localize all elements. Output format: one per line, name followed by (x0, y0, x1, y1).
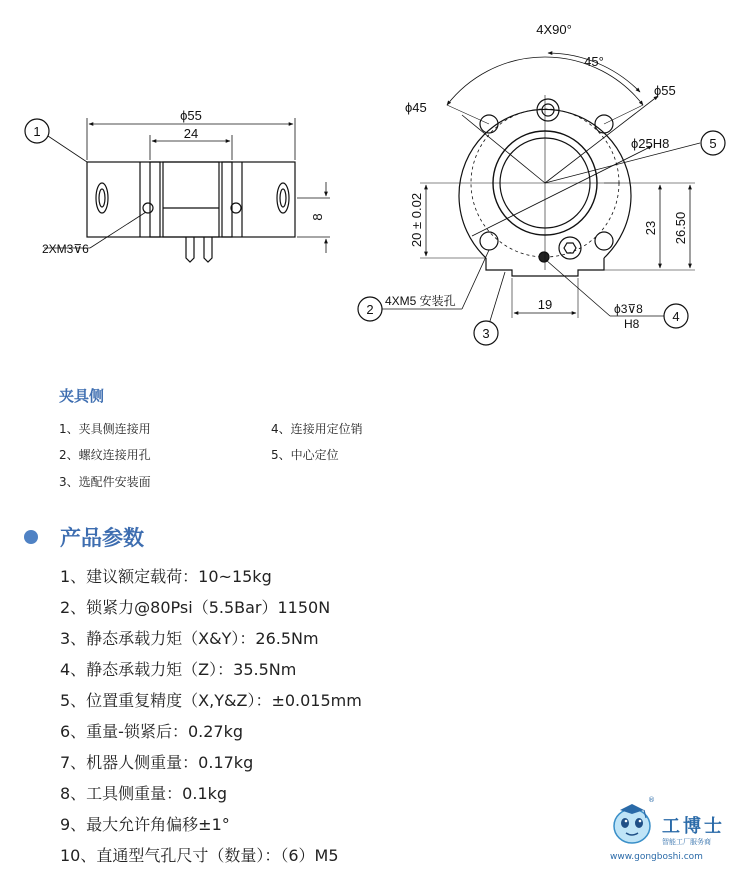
front-dim19: 19 (537, 297, 553, 312)
front-phi55: ϕ55 (654, 83, 676, 98)
param-9: 9、最大允许角偏移±1° (60, 815, 230, 834)
brand-name: 工博士 (662, 816, 725, 837)
bullet-dot-icon (24, 530, 38, 544)
registered-mark: ® (648, 796, 655, 804)
callout-1: 1 (33, 124, 41, 139)
brand-logo (604, 796, 744, 868)
param-5: 5、位置重复精度（X,Y&Z）：±0.015mm (60, 691, 362, 710)
param-7: 7、机器人侧重量：0.17kg (60, 753, 254, 772)
front-phi45: ϕ45 (405, 100, 427, 115)
front-thread-label: 4XM5 安装孔 (385, 294, 456, 308)
front-4x90: 4X90° (536, 22, 572, 37)
section-item-1: 1、夹具侧连接用 (59, 422, 151, 436)
param-1: 1、建议额定载荷：10~15kg (60, 567, 272, 586)
brand-url: www.gongboshi.com (610, 852, 703, 862)
section-item-2: 2、螺纹连接用孔 (59, 448, 151, 462)
side-dim24: 24 (183, 126, 199, 141)
side-screw-label: 2XM3⊽6 (42, 242, 89, 256)
robot-mascot-icon (604, 796, 660, 854)
screw-hole-left (143, 203, 153, 213)
front-pin-label: ϕ3⊽8 (614, 302, 643, 316)
side-body (87, 162, 295, 237)
section-item-4: 4、连接用定位销 (271, 422, 363, 436)
side-phi55: ϕ55 (180, 108, 202, 123)
front-phi25: ϕ25H8 (631, 136, 670, 151)
param-3: 3、静态承载力矩（X&Y）：26.5Nm (60, 629, 319, 648)
front-dim23: 23 (643, 220, 658, 236)
section-item-5: 5、中心定位 (271, 448, 339, 462)
param-8: 8、工具侧重量：0.1kg (60, 784, 228, 803)
callout-5: 5 (709, 136, 717, 151)
params-title: 产品参数 (60, 526, 144, 550)
front-dim2650: 26.50 (673, 211, 688, 245)
callout-4: 4 (672, 309, 680, 324)
front-dim20: 20 ± 0.02 (409, 192, 424, 248)
side-dim8: 8 (310, 213, 325, 221)
callout-3: 3 (482, 326, 490, 341)
brand-subtitle: 智能工厂服务商 (662, 838, 711, 846)
param-2: 2、锁紧力@80Psi（5.5Bar）1150N (60, 598, 331, 617)
side-view (25, 118, 330, 262)
front-pin-fit: H8 (624, 317, 640, 331)
section-item-3: 3、选配件安装面 (59, 475, 151, 489)
section-title: 夹具侧 (59, 387, 105, 405)
param-6: 6、重量-锁紧后：0.27kg (60, 722, 244, 741)
param-10: 10、直通型气孔尺寸（数量）：（6）M5 (60, 846, 339, 865)
callout-2: 2 (366, 302, 374, 317)
param-4: 4、静态承载力矩（Z）：35.5Nm (60, 660, 297, 679)
technical-drawing (0, 0, 745, 360)
front-45: 45° (584, 54, 604, 69)
